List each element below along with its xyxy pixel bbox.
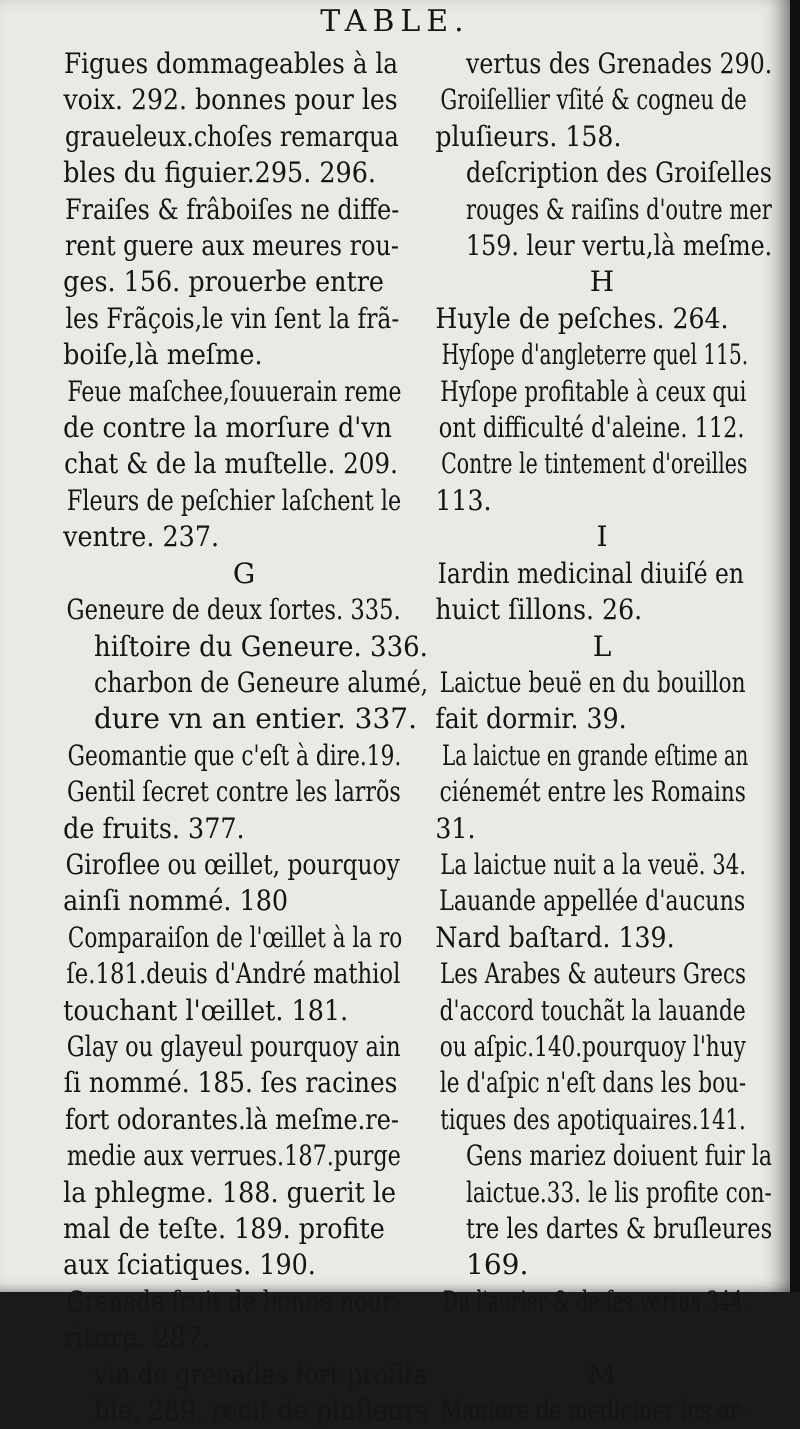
- index-column-left: [60, 46, 428, 1429]
- entry-line: deſcription des Groiſelles: [466, 156, 772, 190]
- entry-line: ciénemét entre les Romains: [439, 775, 746, 809]
- entry-line: ges. 156. prouerbe entre: [63, 265, 384, 299]
- entry-line: Fleurs de peſchier laſchent le: [66, 483, 402, 517]
- section-letter: I: [596, 520, 608, 554]
- entry-line: graueleux.choſes remarqua: [64, 119, 399, 153]
- entry-line: vertus des Grenades 290.: [466, 47, 773, 80]
- entry-line: Groiſellier vſité & cogneu de: [440, 83, 747, 117]
- index-column-right: [432, 46, 772, 1429]
- index-entry: [432, 665, 772, 738]
- entry-line: le d'aſpic n'eſt dans les bou-: [439, 1066, 747, 1100]
- index-entry: [432, 301, 772, 337]
- blank-line: [432, 1320, 772, 1356]
- index-entry: [432, 337, 772, 373]
- entry-line: pluſieurs. 158.: [435, 119, 622, 153]
- index-entry: [432, 46, 772, 82]
- entry-line: voix. 292. bonnes pour les: [63, 83, 398, 117]
- entry-line: rouges & raiſins d'outre mer: [466, 192, 772, 226]
- index-entry: [60, 1284, 428, 1357]
- index-entry: [432, 956, 772, 1138]
- entry-line: Giroflee ou œillet, pourquoy: [65, 847, 400, 881]
- index-entry: [60, 483, 428, 556]
- entry-line: Iardin medicinal diuiſé en: [437, 556, 744, 590]
- entry-line: Gens mariez doiuent fuir la: [466, 1139, 773, 1173]
- entry-line: tiques des apotiquaires.141.: [440, 1102, 746, 1136]
- entry-line: La laictue en grande eſtime an: [442, 738, 749, 772]
- entry-line: ſi nommé. 185. ſes racines: [63, 1066, 398, 1100]
- index-entry: [60, 847, 428, 920]
- entry-line: Nard baſtard. 139.: [435, 920, 675, 954]
- entry-line: bles du figuier.295. 296.: [63, 156, 376, 190]
- index-entry: [60, 192, 428, 374]
- entry-line: charbon de Geneure alumé,: [94, 665, 429, 699]
- entry-line: Hyſope d'angleterre quel 115.: [441, 338, 749, 372]
- index-entry: [432, 556, 772, 629]
- entry-line: Maniere de mediciner les ar-: [440, 1394, 747, 1428]
- entry-line: Huyle de peſches. 264.: [435, 301, 729, 335]
- index-entry: [60, 774, 428, 847]
- entry-line: Feue maſchee,ſouuerain reme: [67, 374, 402, 408]
- entry-line: Laictue beuë en du bouillon: [439, 665, 746, 699]
- entry-line: Hyſope profitable à ceux qui: [440, 374, 747, 408]
- entry-line: ont difficulté d'aleine. 112.: [438, 411, 745, 445]
- page-edge-shadow: [790, 0, 800, 1292]
- index-entry: [60, 1029, 428, 1284]
- entry-line: ble. 289. recit de pluſieurs: [94, 1394, 429, 1428]
- entry-line: 113.: [435, 483, 492, 517]
- entry-line: Gentil ſecret contre les larrõs: [67, 775, 401, 809]
- index-entry: [432, 847, 772, 883]
- index-entry: [432, 155, 772, 264]
- index-entry: [60, 374, 428, 483]
- entry-line: vin de grenades fort profita: [94, 1357, 428, 1391]
- index-entry: [60, 920, 428, 1029]
- index-entry: [60, 738, 428, 774]
- entry-line: ainſi nommé. 180: [63, 884, 289, 918]
- index-entry: [432, 1138, 772, 1284]
- entry-line: aux ſciatiques. 190.: [63, 1248, 316, 1282]
- entry-line: la phlegme. 188. guerit le: [63, 1175, 397, 1209]
- entry-line: Figues dommageables à la: [63, 47, 399, 80]
- entry-line: Comparaiſon de l'œillet à la ro: [67, 920, 403, 954]
- entry-line: hiſtoire du Geneure. 336.: [94, 629, 428, 663]
- entry-line: 159. leur vertu,là meſme.: [466, 229, 773, 263]
- index-entry: [60, 665, 428, 738]
- entry-line: mal de teſte. 189. profite: [63, 1212, 385, 1245]
- entry-line: Les Arabes & auteurs Grecs: [439, 957, 746, 991]
- entry-line: chat & de la muſtelle. 209.: [64, 447, 398, 481]
- section-letter: L: [592, 629, 612, 663]
- entry-line: Du l'aurier & de ſes vertus.344.: [442, 1284, 749, 1318]
- index-entry: [60, 592, 428, 628]
- entry-line: Geneure de deux ſortes. 335.: [66, 593, 401, 627]
- entry-line: ſe.181.deuis d'André mathiol: [66, 957, 401, 991]
- section-letter: G: [232, 556, 256, 590]
- entry-line: riture. 287.: [63, 1321, 210, 1355]
- entry-line: tre les dartes & bruſleures: [466, 1212, 773, 1245]
- entry-line: Geomantie que c'eſt à dire.19.: [67, 738, 402, 772]
- entry-line: medie aux verrues.187.purge: [66, 1139, 401, 1173]
- entry-line: de fruits. 377.: [63, 811, 245, 845]
- entry-line: les Frãçois,le vin ſent la frã-: [65, 301, 400, 335]
- index-entry: [432, 446, 772, 519]
- entry-line: d'accord touchãt la lauande: [439, 993, 746, 1027]
- entry-line: rent guere aux meures rou-: [64, 229, 399, 263]
- index-entry: [432, 738, 772, 847]
- entry-line: boiſe,là meſme.: [63, 338, 263, 372]
- entry-line: ventre. 237.: [63, 520, 220, 554]
- index-entry: [60, 46, 428, 192]
- entry-line: Contre le tintement d'oreilles: [441, 447, 748, 481]
- section-letter: H: [589, 265, 615, 299]
- index-entry: [432, 1284, 772, 1320]
- index-entry: [432, 883, 772, 956]
- entry-line: Glay ou glayeul pourquoy ain: [66, 1029, 401, 1063]
- index-entry: [432, 82, 772, 155]
- section-letter: M: [587, 1357, 617, 1391]
- index-entry: [432, 1393, 772, 1429]
- entry-line: dure vn an entier. 337.: [94, 702, 418, 736]
- entry-line: 169.: [466, 1248, 529, 1282]
- index-entry: [60, 629, 428, 665]
- entry-line: laictue.33. le lis profite con-: [466, 1175, 772, 1209]
- index-entry: [432, 374, 772, 447]
- entry-line: touchant l'œillet. 181.: [63, 993, 349, 1027]
- entry-line: La laictue nuit a la veuë. 34.: [440, 847, 746, 881]
- entry-line: fait dormir. 39.: [435, 702, 627, 736]
- entry-line: Fraiſes & frâboiſes ne diffe-: [65, 192, 400, 226]
- page-header: TABLE.: [320, 4, 470, 39]
- entry-line: huict ſillons. 26.: [435, 593, 643, 627]
- entry-line: Lauande appellée d'aucuns: [439, 884, 746, 918]
- entry-line: Grenade fruit de bonne nour-: [66, 1284, 401, 1318]
- entry-line: ou aſpic.140.pourquoy l'huy: [439, 1029, 746, 1063]
- entry-line: fort odorantes.là meſme.re-: [64, 1102, 399, 1136]
- entry-line: 31.: [435, 811, 476, 845]
- index-entry: [60, 1357, 428, 1429]
- entry-line: de contre la morſure d'vn: [63, 411, 392, 445]
